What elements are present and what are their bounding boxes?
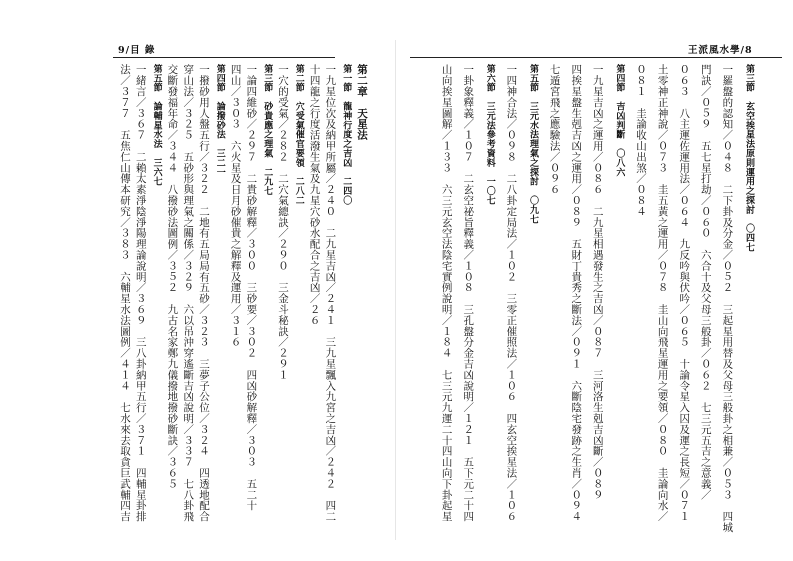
- right-page-column: 一四神合法／０９８ 二八卦定局法／１０２ 三零正催照法／１０６ 四玄空挨星法／１０６: [505, 64, 518, 522]
- right-page-column: 第四節 吉凶判斷 〇八六: [614, 64, 625, 177]
- left-page-column: 交斷發福年命／３４４ 八撥砂法圖例／３５２ 九古名家鄭九儀撥地撥砂斷訣／３６５: [166, 64, 179, 490]
- right-page-column: 第三節 玄空挨星法原則運用之探討 〇四七: [744, 64, 754, 252]
- left-page-header: 9/目 錄: [118, 45, 156, 56]
- left-page-column: 第三節 砂貴應之理氣 二九七: [262, 64, 273, 196]
- right-page-header: 王派風水學/8: [688, 45, 753, 56]
- right-page-column: 一卦象釋義／１０７ 二玄空祕旨釋義／１０８ 三孔盤分金吉凶說明／１２１ 五下元二十四: [462, 64, 475, 522]
- right-page-column: ０８１ 圭論收山出煞／０８４: [635, 64, 647, 217]
- left-page-column: 穿山法／３２５ 五砂形與理氣之關係／３２９ 六以吊沖穿遙斷吉凶說明／３３７ 七八卦飛: [182, 64, 195, 522]
- left-page-column: 法／３７７ 五焦仁山傳本研究／３８３ 六輔星水法圖例／４１４ 七水來去取貪巨武輔四吉: [119, 64, 131, 522]
- right-page-column: 七遁宮飛之應驗法／０９６: [548, 64, 561, 195]
- left-page-column: 四山／３０３ 六火星及日月砂催貴之解釋及運用／３１６: [229, 64, 242, 348]
- left-page-column: 第五節 論輔星水法 三六七: [151, 64, 162, 187]
- right-page-column: 門訣／０５９ 五七星打劫／０６０ 六合十及父母三般卦／０６２ 七三元五吉之意義／: [699, 64, 712, 500]
- left-page-column: 一緒言／３６７ 二賴太素淨陰淨陽理論說明／３６９ 三八卦納甲五行／３７１ 四輔星卦排: [134, 64, 147, 522]
- right-page-column: 山向挨星圖解／１３３ 六三元玄空法陰宅實例說明／１８４ 七三元九運二十四山向下卦起星: [440, 64, 453, 522]
- left-page-column: 第一節 龍神行度之吉凶 二四〇: [341, 64, 352, 205]
- left-page-column: 一論四維砂／２９７ 二貴砂解釋／３００ 三砂要／３０２ 四凶砂解釋／３０３ 五二十: [245, 64, 258, 511]
- right-page-column: ０６３ 八主運佐運用法／０６４ 九反吟與伏吟／０６５ 十論令星入囚及運之長短／０７１: [678, 64, 691, 522]
- right-header-rule: [410, 57, 782, 58]
- left-page-column: 一九星位次及納甲所屬／２４０ 二九星吉凶／２４１ 三九星飄入九宮之吉凶／２４２ 四二: [324, 64, 337, 522]
- right-page-column: 第六節 三元法參考資料 一〇七: [484, 64, 495, 205]
- right-page-column: 第五節 三元水法理氣之探討 〇九七: [528, 64, 538, 224]
- left-page: [0, 0, 396, 561]
- right-page-column: 一九星吉凶之運用／０８６ 二九星相遇發生之吉凶／０８７ 三河洛生剋吉凶斷／０８９: [591, 64, 604, 500]
- right-page-columns: [396, 64, 793, 561]
- right-page-column: 土零神正神說／０７３ 圭五黃之運用／０７８ 圭山向飛星運用之要領／０８０ 圭論向水／: [656, 64, 669, 522]
- left-page-column: 第二節 穴受氣催官要領 二八二: [293, 64, 304, 205]
- right-page-column: 一羅盤的認知／０４８ 二下卦及分金／０５２ 三起星用替及父母三般卦之相兼／０５３ 四城: [721, 64, 734, 533]
- left-header-rule: [113, 57, 335, 58]
- right-page-column: 四挨星盤生剋吉凶之運用／０８９ 五財丁貴秀之斷法／０９１ 六斷陰宅發跡之生肖／０９４: [570, 64, 583, 522]
- left-page-columns: [0, 64, 396, 561]
- right-page: [396, 0, 793, 561]
- left-page-column: 第二章 天星法: [356, 64, 368, 141]
- left-page-column: 一撥砂用人盤五行／３２２ 二地有五局局有五砂／３２３ 三夢子公位／３２４ 四透地配合: [198, 64, 210, 522]
- left-page-column: 一穴的受氣／２８２ 二穴氣總訣／２９０ 三金斗秘訣／２９１: [277, 64, 289, 381]
- left-page-column: 第四節 論撥砂法 三二一: [214, 64, 225, 177]
- left-page-column: 十四龍之行度活潑生氣及九星穴砂水配合之吉凶／２６: [308, 64, 321, 326]
